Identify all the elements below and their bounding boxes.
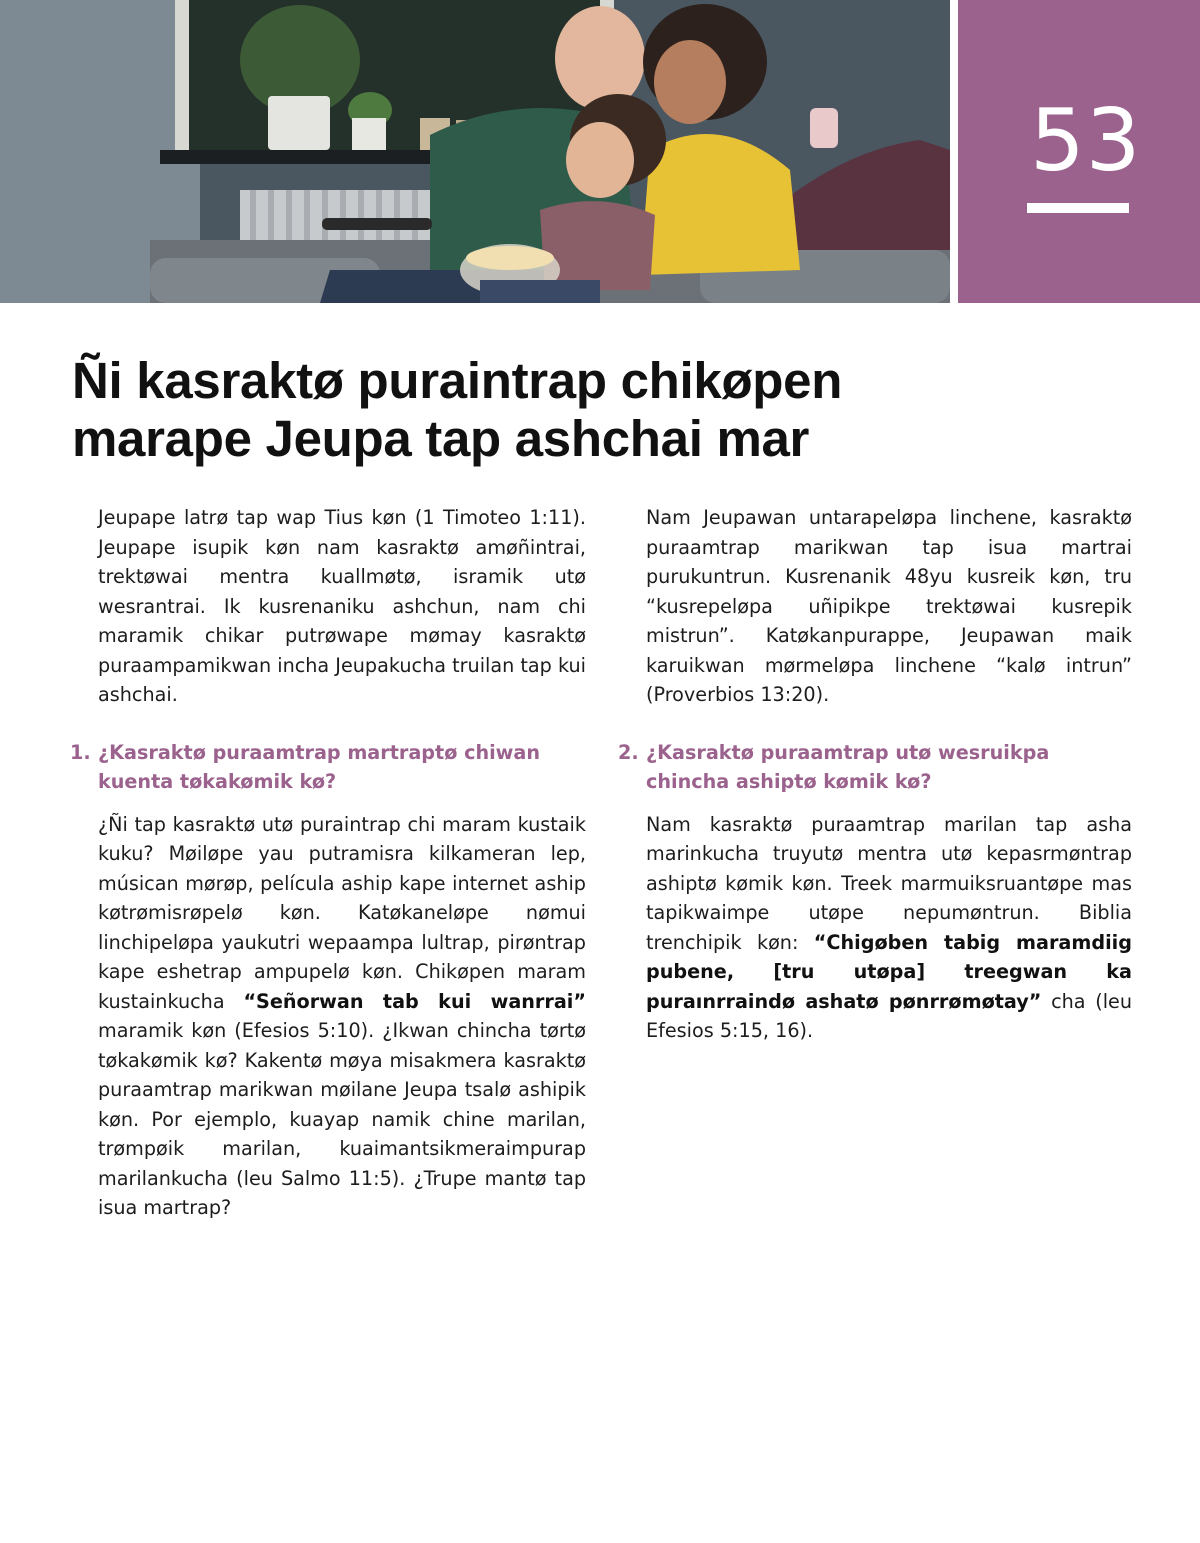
section-2-scripture-quote: “Chigøben tabig maramdiig pubene, [tru utøpa] treegwan ka puraınrraindø ashatø pønrrømøtay” <box>646 930 1132 1013</box>
intro-paragraph-left: Jeupape latrø tap wap Tius køn (1 Timoteo 1:11). Jeupape isupik køn nam kasraktø amøñintrai, trektøwai mentra kuallmøtø, isramik utø wesrantrai. Ik kusrenaniku ashchun, nam chi maramik chikar putrøwape mømay kasraktø puraampamikwan incha Jeupakucha truilan tap kui ashchai. <box>98 506 586 706</box>
right-column <box>618 503 1132 1046</box>
section-1-paragraph <box>98 810 586 1223</box>
page-title <box>72 352 1132 468</box>
section-1-number: 1. <box>70 740 91 764</box>
intro-paragraph-right: Nam Jeupawan untarapeløpa linchene, kasraktø puraamtrap marikwan tap isua martrai purukuntrun. Kusrenanik 48yu kusreik køn, tru “kusrepeløpa uñipikpe trektøwai kusrepik mistrun”. Katøkanpurappe, Jeupawan maik karuikwan mørmeløpa linchene “kalø intrun” (Proverbios 13:20). <box>646 506 1132 706</box>
left-column <box>70 503 586 1223</box>
section-1-text-after: maramik køn (Efesios 5:10). ¿Ikwan chincha tørtø tøkakømik kø? Kakentø møya misakmera kasraktø puraamtrap marikwan møilane Jeupa tsalø ashipik køn. Por ejemplo, kuayap namik chine marilan, trømpøik marilan, kuaimantsikmeraimpurap marilankucha (leu Salmo 11:5). ¿Trupe mantø tap isua martrap? <box>98 1019 586 1219</box>
header-photo <box>0 0 950 303</box>
section-2-number: 2. <box>618 740 639 764</box>
section-2-question-text: ¿Kasraktø puraamtrap utø wesruikpa chincha ashiptø kømik kø? <box>646 740 1050 793</box>
section-1-question-text: ¿Kasraktø puraamtrap martraptø chiwan kuenta tøkakømik kø? <box>98 740 541 793</box>
section-2-paragraph <box>646 810 1132 1046</box>
lesson-number-underline <box>1027 203 1129 213</box>
section-1-scripture-quote: “Señorwan tab kui wanrrai” <box>243 989 586 1013</box>
page-title-line-2: marape Jeupa tap ashchai mar <box>72 410 810 467</box>
section-2-text-before: Nam kasraktø puraamtrap marilan tap asha marinkucha truyutø mentra utø kepasrmøntrap ashiptø kømik køn. Treek marmuiksruantøpe mas tapikwaimpe utøpe nepumøntrun. Biblia trenchipik køn: <box>646 812 1132 954</box>
family-on-sofa-illustration <box>0 0 950 303</box>
section-2-question <box>618 738 1132 796</box>
section-2-text-after: cha (leu Efesios 5:15, 16). <box>646 989 1132 1042</box>
section-1-text-before: ¿Ñi tap kasraktø utø puraintrap chi maram kustaik kuku? Møiløpe yau putramisra kilkameran lep, músican mørøp, película aship kape internet aship køtrømisrøpelø køn. Katøkaneløpe nømui linchipeløpa yaukutri wepaampa lultrap, pirøntrap kape eshetrap ampupelø køn. Chikøpen maram kustainkucha <box>98 812 586 1013</box>
page-title-line-1: Ñi kasraktø puraintrap chikøpen <box>72 352 843 409</box>
lesson-number: 53 <box>1030 91 1142 191</box>
section-1-question <box>70 738 586 796</box>
lesson-number-box <box>958 0 1200 303</box>
